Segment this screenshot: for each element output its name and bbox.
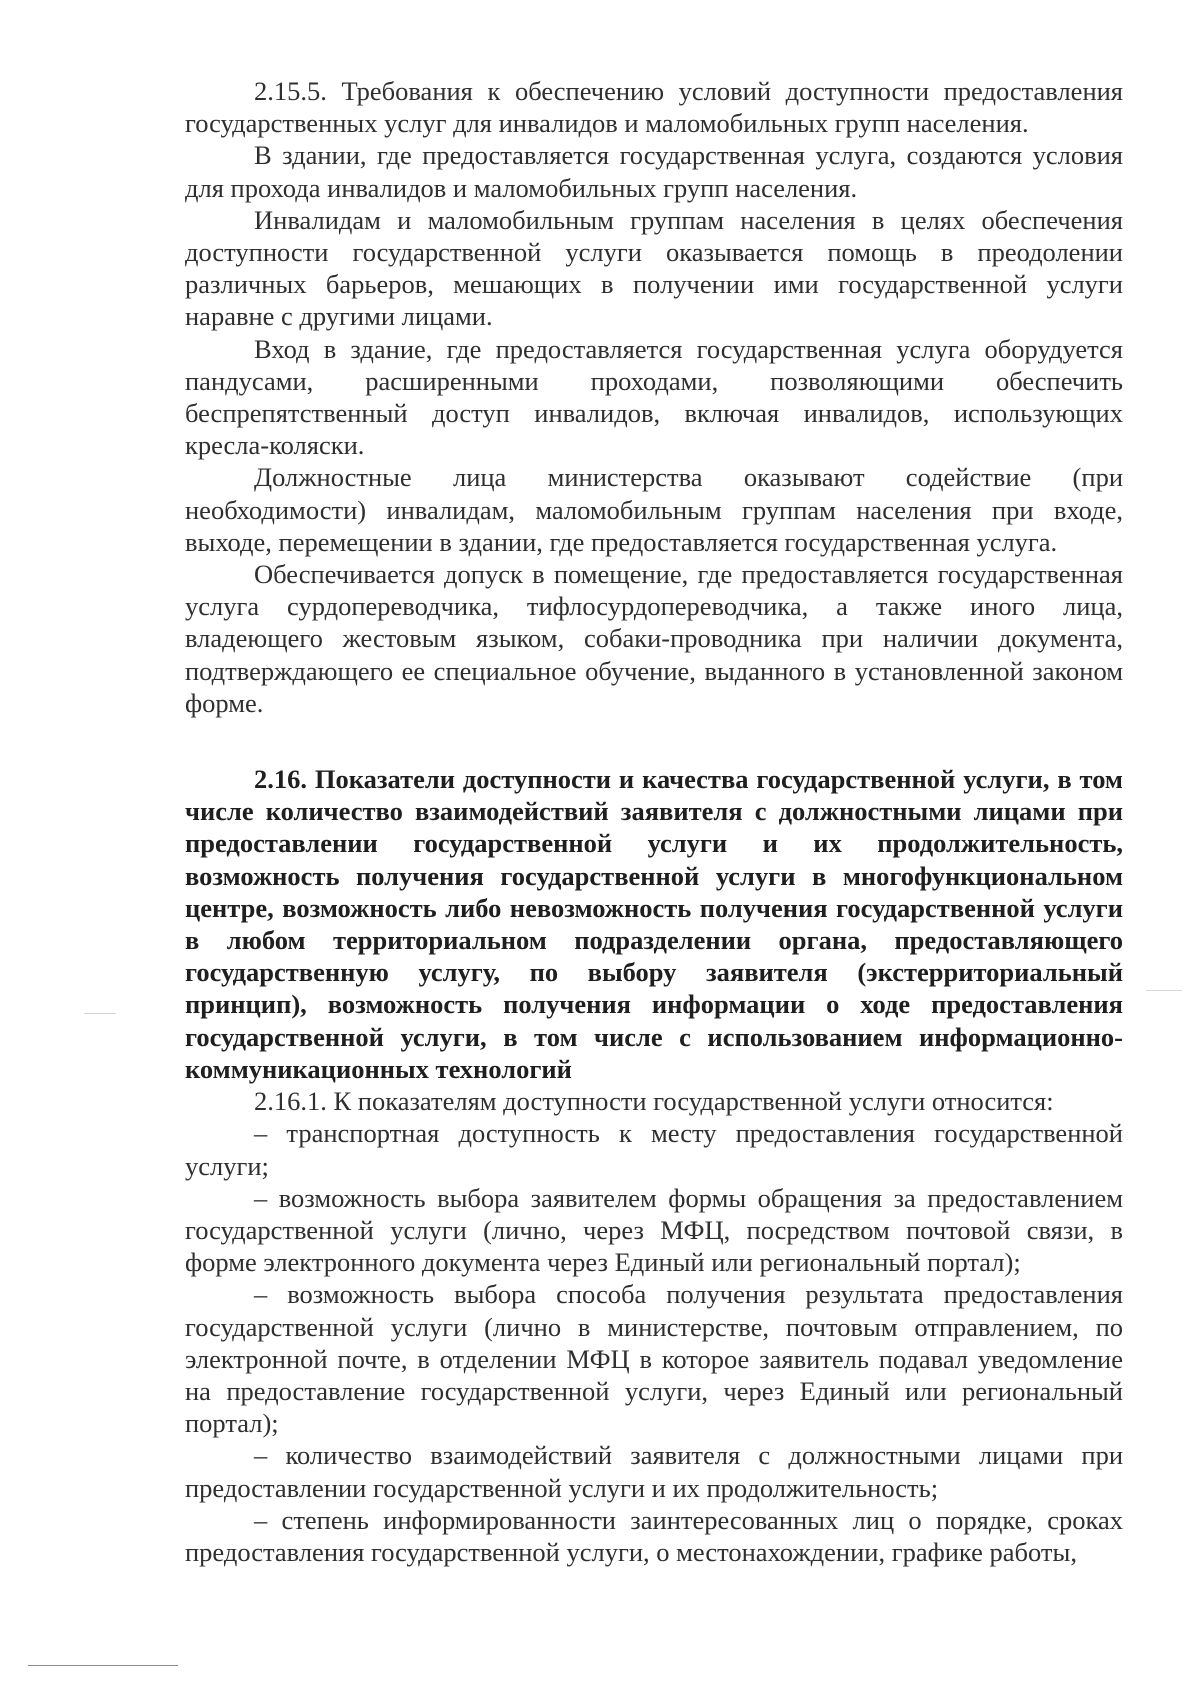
list-item-awareness: – степень информированности заинтересованных лиц о порядке, сроках предоставления государственной услуги, о местонахождении, графике работы, bbox=[185, 1504, 1123, 1567]
paragraph-building-conditions: В здании, где предоставляется государственная услуга, создаются условия для прохода инвалидов и маломобильных групп населения. bbox=[185, 140, 1123, 203]
paragraph-entrance: Вход в здание, где предоставляется государственная услуга оборудуется пандусами, расширенными проходами, позволяющими обеспечить беспрепятственный доступ инвалидов, включая инвалидов, использующих кресла-коляски. bbox=[185, 333, 1123, 461]
list-item-result-method: – возможность выбора способа получения результата предоставления государственной услуги (лично в министерстве, почтовым отправлением, по электронной почте, в отделении МФЦ в которое заявитель подавал уведомление на предоставление государственной услуги, через Единый или региональный портал); bbox=[185, 1279, 1123, 1439]
list-item-application-form: – возможность выбора заявителем формы обращения за предоставлением государственной услуги (лично, через МФЦ, посредством почтовой связи, в форме электронного документа через Единый или региональный портал); bbox=[185, 1182, 1123, 1278]
scan-artifact-right bbox=[1146, 990, 1182, 991]
paragraph-admission: Обеспечивается допуск в помещение, где предоставляется государственная услуга сурдопереводчика, тифлосурдопереводчика, а также иного лица, владеющего жестовым языком, собаки-проводника при наличии документа, подтверждающего ее специальное обучение, выданного в установленной законом форме. bbox=[185, 559, 1123, 718]
paragraph-2-15-5: 2.15.5. Требования к обеспечению условий доступности предоставления государственных услуг для инвалидов и маломобильных групп населения. bbox=[185, 76, 1123, 139]
scan-artifact-left bbox=[84, 1013, 116, 1014]
list-item-transport: – транспортная доступность к месту предоставления государственной услуги; bbox=[185, 1118, 1123, 1181]
paragraph-assistance: Инвалидам и маломобильным группам населения в целях обеспечения доступности государственной услуги оказывается помощь в преодолении различных барьеров, мешающих в получении ими государственной услуги наравне с другими лицами. bbox=[185, 204, 1123, 332]
subsection-intro-2-16-1: 2.16.1. К показателям доступности государственной услуги относится: bbox=[254, 1086, 1054, 1117]
scan-artifact-bottom-line bbox=[28, 1665, 178, 1666]
paragraph-officials: Должностные лица министерства оказывают содействие (при необходимости) инвалидам, маломобильным группам населения при входе, выходе, перемещении в здании, где предоставляется государственная услуга. bbox=[185, 462, 1123, 557]
section-title-2-16: 2.16. Показатели доступности и качества государственной услуги, в том числе количество взаимодействий заявителя с должностными лицами при предоставлении государственной услуги и их продолжительность, возможность получения государственной услуги в многофункциональном центре, возможность либо невозможность получения государственной услуги в любом территориальном подразделении органа, предоставляющего государственную услугу, по выбору заявителя (экстерриториальный принцип), возможность получения информации о ходе предоставления государственной услуги, в том числе с использованием информационно-коммуникационных технологий bbox=[185, 764, 1123, 1084]
document-body bbox=[185, 75, 1123, 1568]
list-item-interactions: – количество взаимодействий заявителя с должностными лицами при предоставлении государственной услуги и их продолжительность; bbox=[185, 1440, 1123, 1503]
